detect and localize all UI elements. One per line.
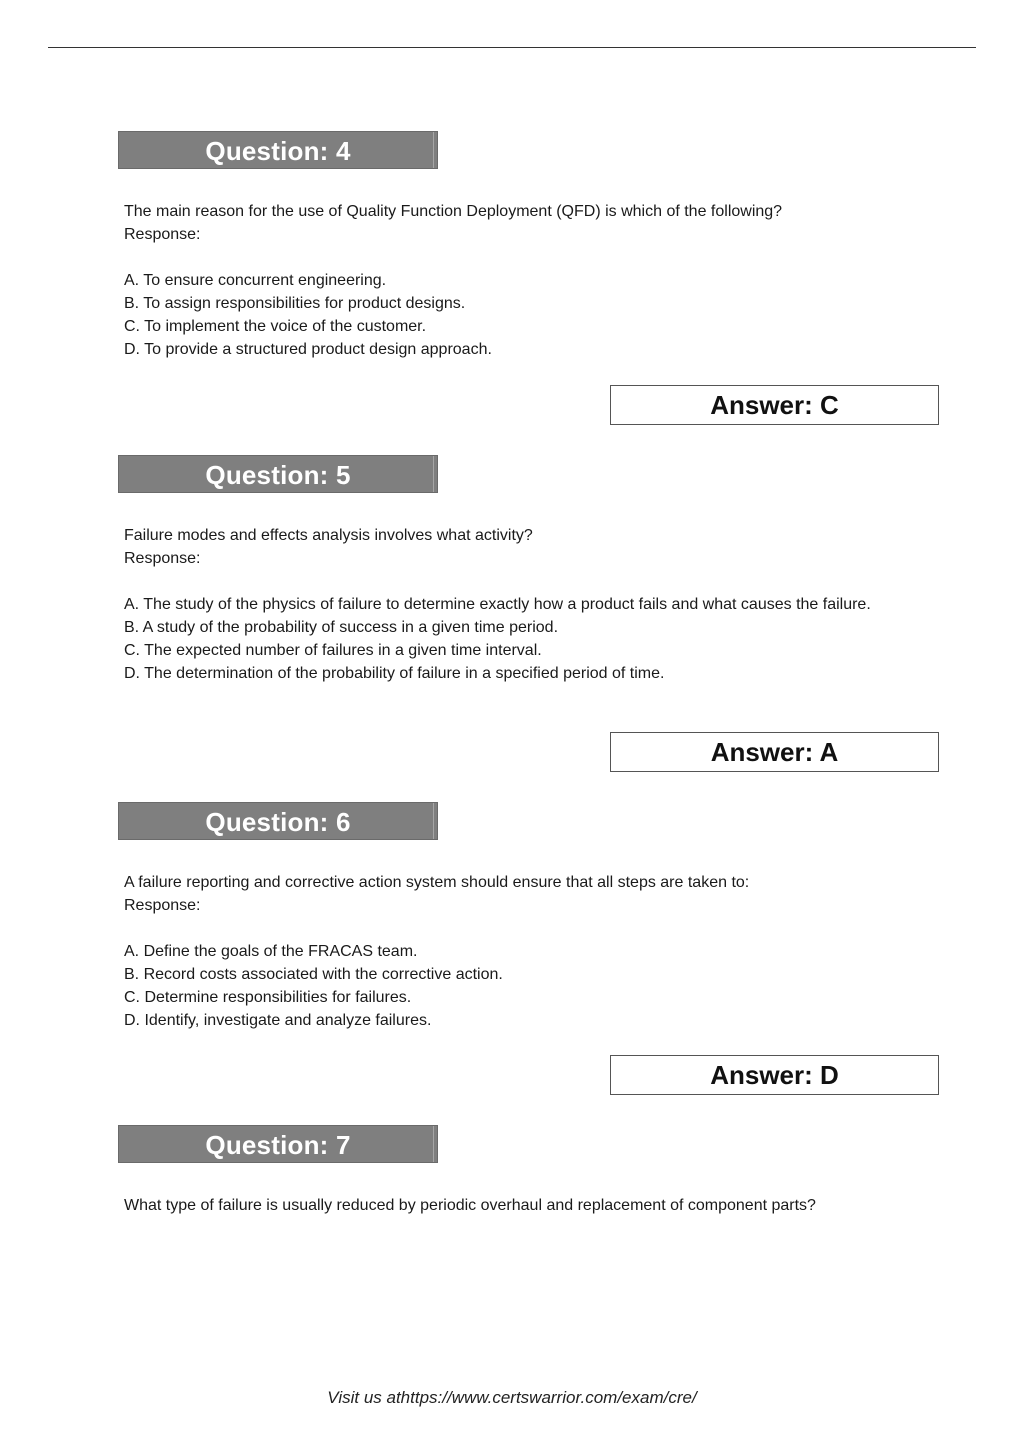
option-b: B. To assign responsibilities for product designs. bbox=[124, 295, 466, 312]
question-4-body bbox=[124, 200, 928, 361]
response-label: Response: bbox=[124, 226, 201, 243]
option-d: D. The determination of the probability of failure in a specified period of time. bbox=[124, 665, 665, 682]
option-b: B. A study of the probability of success in a given time period. bbox=[124, 619, 559, 636]
response-label: Response: bbox=[124, 550, 201, 567]
answer-box: Answer: C bbox=[610, 385, 939, 425]
question-6-body bbox=[124, 871, 928, 1032]
question-6-header bbox=[118, 802, 438, 840]
question-stem: The main reason for the use of Quality Function Deployment (QFD) is which of the following? bbox=[124, 203, 783, 220]
question-title: Question: 6 bbox=[205, 807, 351, 837]
option-c: C. To implement the voice of the customer. bbox=[124, 318, 427, 335]
question-title: Question: 4 bbox=[205, 136, 351, 166]
option-c: C. The expected number of failures in a given time interval. bbox=[124, 642, 542, 659]
answer-box: Answer: D bbox=[610, 1055, 939, 1095]
question-7-header bbox=[118, 1125, 438, 1163]
question-5-body bbox=[124, 524, 928, 685]
option-b: B. Record costs associated with the corrective action. bbox=[124, 966, 503, 983]
question-5-header bbox=[118, 455, 438, 493]
header-rule bbox=[48, 47, 976, 48]
question-4-header bbox=[118, 131, 438, 169]
answer-box: Answer: A bbox=[610, 732, 939, 772]
response-label: Response: bbox=[124, 897, 201, 914]
question-stem: Failure modes and effects analysis involves what activity? bbox=[124, 527, 533, 544]
question-title: Question: 7 bbox=[205, 1130, 351, 1160]
question-stem: A failure reporting and corrective action system should ensure that all steps are taken to: bbox=[124, 874, 750, 891]
option-a: A. The study of the physics of failure to determine exactly how a product fails and what causes the failure. bbox=[124, 596, 871, 613]
option-a: A. To ensure concurrent engineering. bbox=[124, 272, 387, 289]
option-d: D. To provide a structured product design approach. bbox=[124, 341, 492, 358]
option-d: D. Identify, investigate and analyze failures. bbox=[124, 1012, 432, 1029]
option-c: C. Determine responsibilities for failures. bbox=[124, 989, 412, 1006]
option-a: A. Define the goals of the FRACAS team. bbox=[124, 943, 418, 960]
question-title: Question: 5 bbox=[205, 460, 351, 490]
footer-link-text: Visit us athttps://www.certswarrior.com/exam/cre/ bbox=[327, 1388, 697, 1407]
question-7-body bbox=[124, 1194, 928, 1217]
question-stem: What type of failure is usually reduced by periodic overhaul and replacement of component parts? bbox=[124, 1197, 816, 1214]
